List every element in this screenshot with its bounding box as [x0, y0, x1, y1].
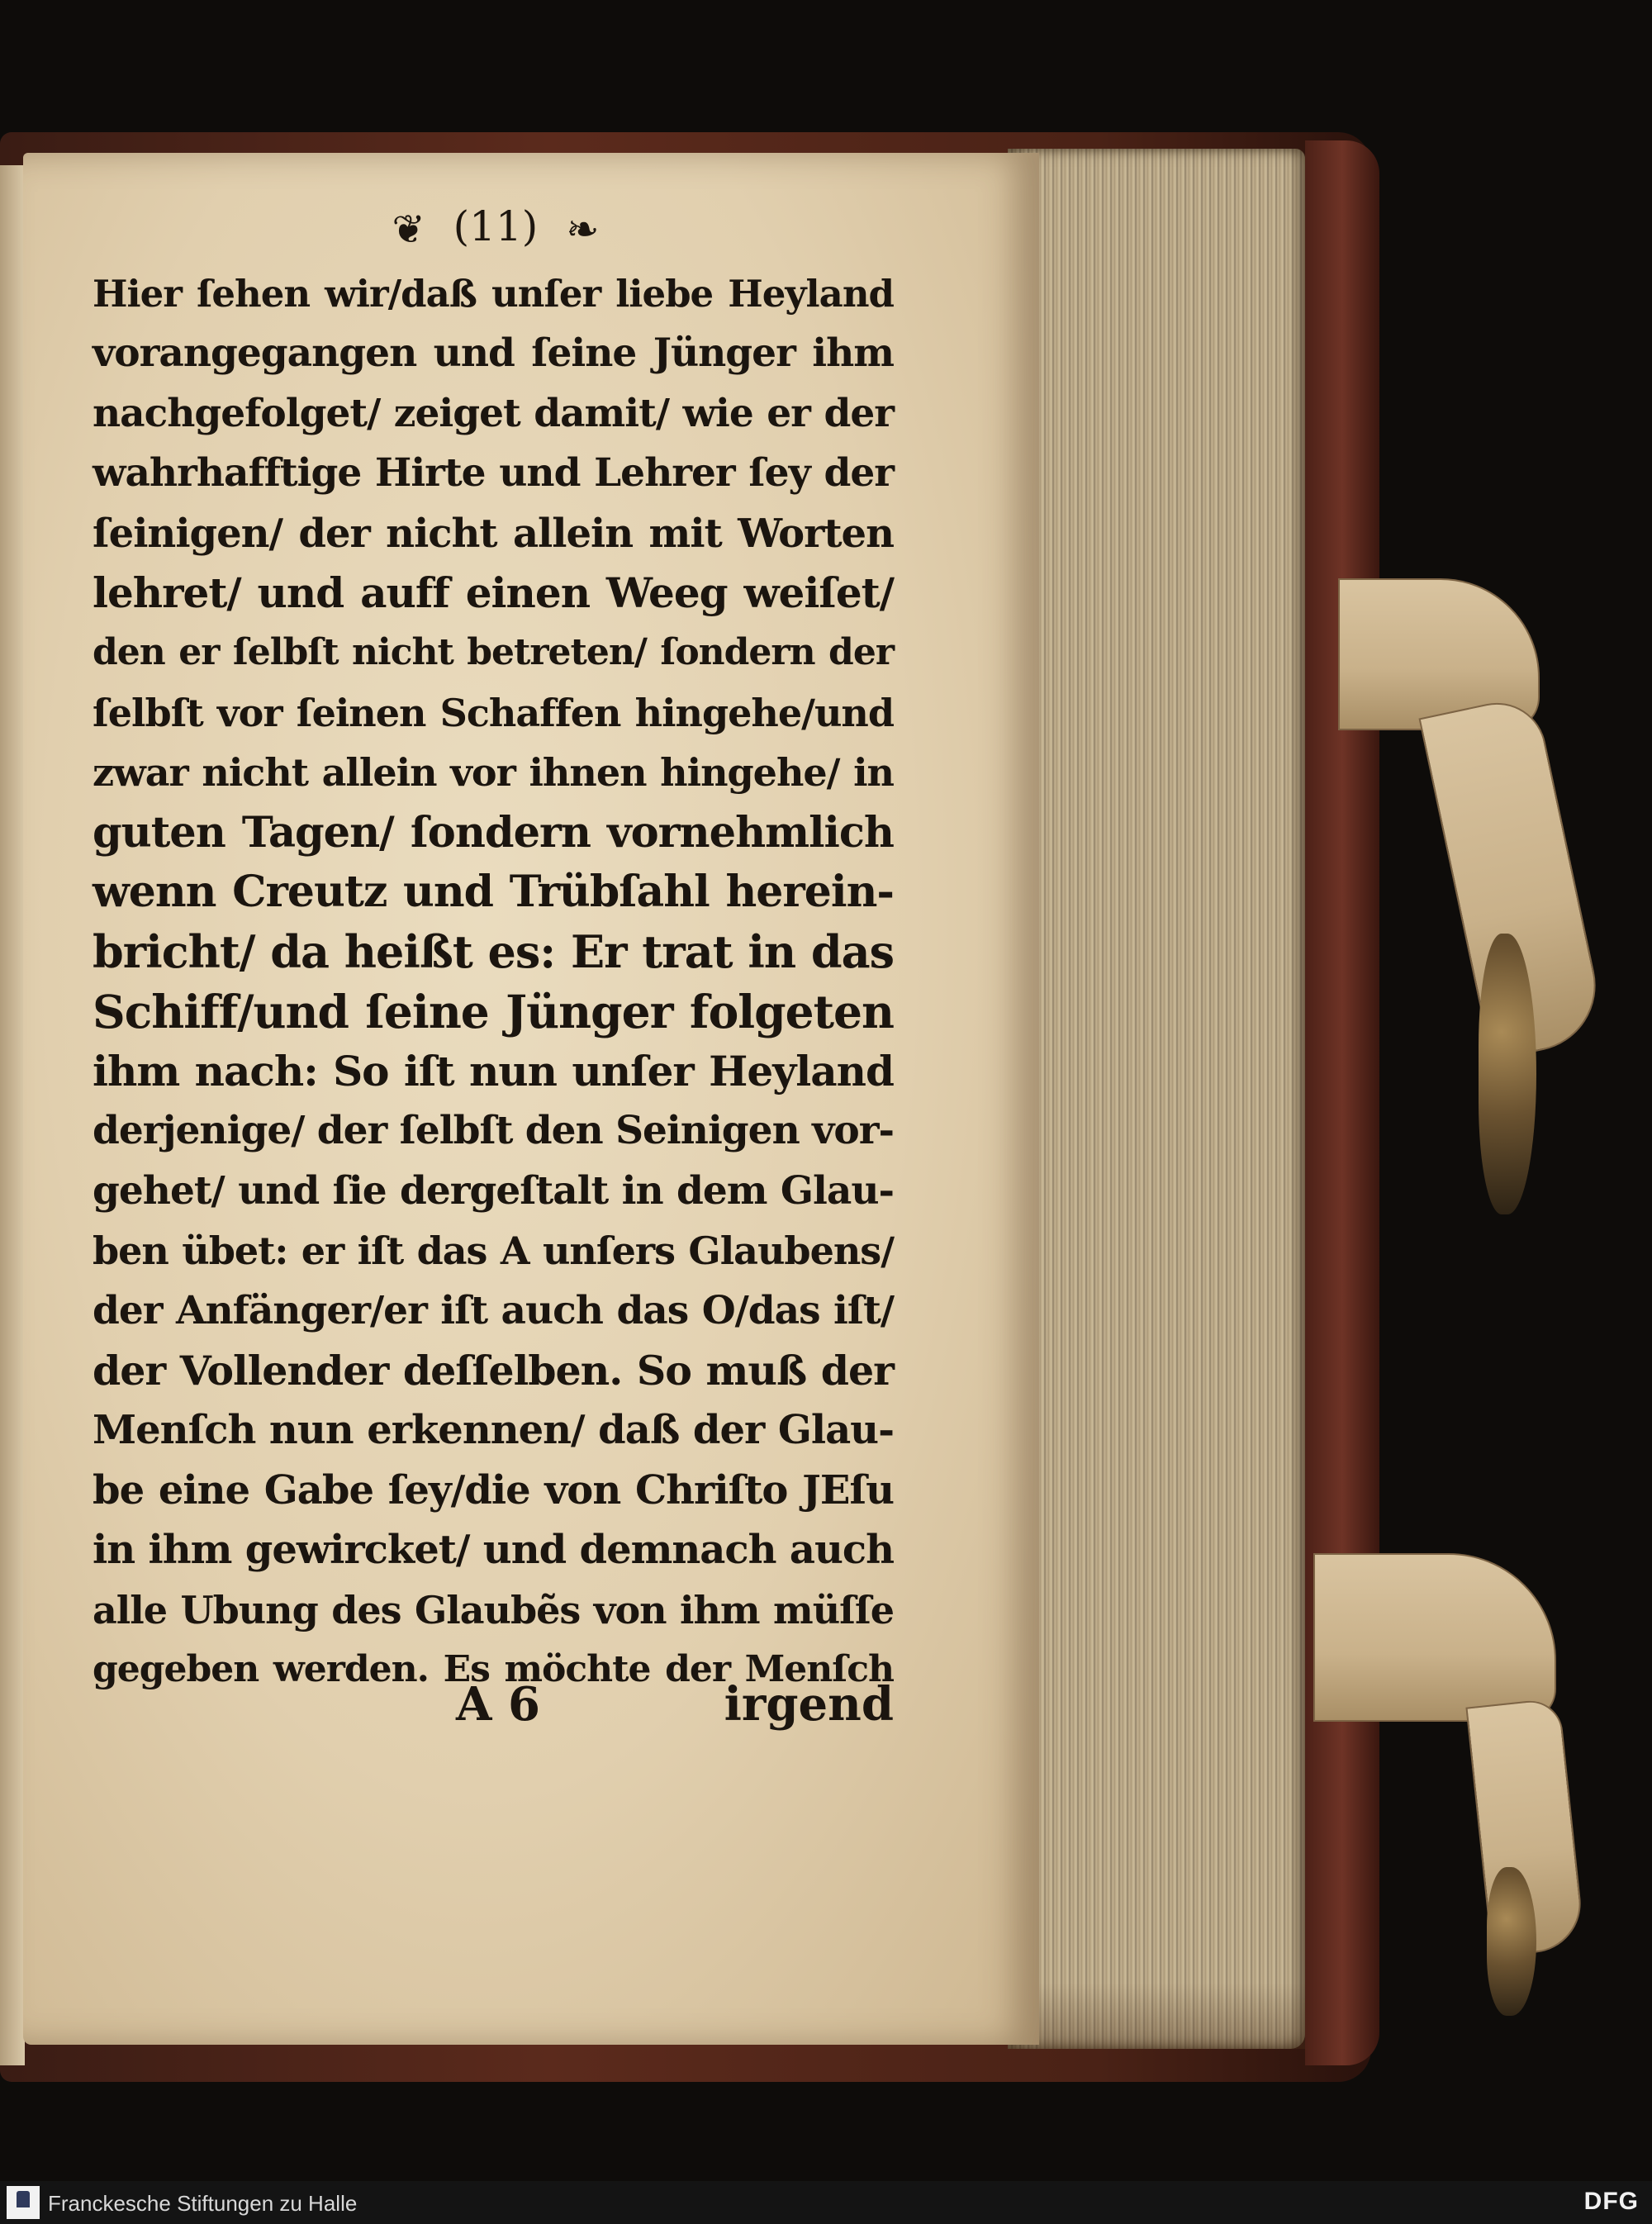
text-line: gegeben werden. Es möchte der Menſch	[93, 1647, 894, 1690]
text-line: ſelbſt vor ſeinen Schaffen hingehe/und	[93, 690, 894, 735]
text-line: zwar nicht allein vor ihnen hingehe/ in	[93, 750, 894, 796]
text-line: gehet/ und ſie dergeſtalt in dem Glau-	[93, 1167, 894, 1214]
ornament-right-icon: ❧	[566, 207, 600, 253]
text-line: wenn Creutz und Trübſahl herein-	[93, 866, 894, 917]
page-text	[93, 264, 894, 1699]
lower-clasp-metal	[1487, 1867, 1536, 2016]
page-block-edges	[1008, 149, 1305, 2049]
text-line: der Anfänger/er iſt auch das O/das iſt/	[93, 1287, 894, 1333]
text-line: bricht/ da heißt es: Er trat in das	[93, 925, 894, 979]
lower-clasp-strap	[1313, 1553, 1556, 1722]
text-line: ben übet: er iſt das A unſers Glaubens/	[93, 1228, 894, 1274]
text-line: Menſch nun erkennen/ daß der Glau-	[93, 1407, 894, 1454]
text-line: ſeinigen/ der nicht allein mit Worten	[93, 510, 894, 557]
page-block-shadow	[1008, 1983, 1305, 2049]
text-line: guten Tagen/ ſondern vornehmlich	[93, 807, 894, 858]
page-number: (11)	[453, 202, 539, 250]
institution-name: Franckesche Stiftungen zu Halle	[48, 2191, 358, 2216]
cover-fore-edge	[1305, 140, 1379, 2065]
text-line: vorangegangen und ſeine Jünger ihm	[93, 330, 894, 377]
upper-clasp-metal	[1479, 934, 1536, 1214]
page-footer	[93, 1677, 894, 1735]
dfg-logo: DFG	[1583, 2188, 1639, 2215]
text-line: Hier ſehen wir/daß unſer liebe Heyland	[93, 272, 894, 316]
text-line: lehret/ und auff einen Weeg weiſet/	[93, 568, 894, 617]
text-line: derjenige/ der ſelbſt den Seinigen vor-	[93, 1108, 895, 1154]
text-line: den er ſelbſt nicht betreten/ ſondern der	[93, 631, 894, 674]
attribution-bar	[0, 2181, 1652, 2224]
text-line: alle Ubung des Glaubẽs von ihm müſſe	[93, 1587, 894, 1632]
catchword: irgend	[724, 1677, 894, 1732]
text-line: wahrhafftige Hirte und Lehrer ſey der	[93, 450, 894, 497]
signature-mark: A 6	[456, 1677, 540, 1732]
text-line: in ihm gewircket/ und demnach auch	[93, 1527, 894, 1574]
ornament-left-icon: ❦	[392, 207, 425, 253]
running-header	[363, 202, 628, 253]
institution-logo-icon	[7, 2186, 40, 2219]
text-line: Schiff/und ſeine Jünger folgeten	[93, 984, 894, 1038]
text-line: nachgefolget/ zeiget damit/ wie er der	[93, 390, 894, 436]
text-line: be eine Gabe ſey/die von Chriſto JEſu	[93, 1466, 894, 1514]
text-line: der Vollender deſſelben. So muß der	[93, 1347, 894, 1395]
previous-page-edge	[0, 165, 25, 2065]
text-line: ihm nach: So iſt nun unſer Heyland	[93, 1047, 894, 1096]
